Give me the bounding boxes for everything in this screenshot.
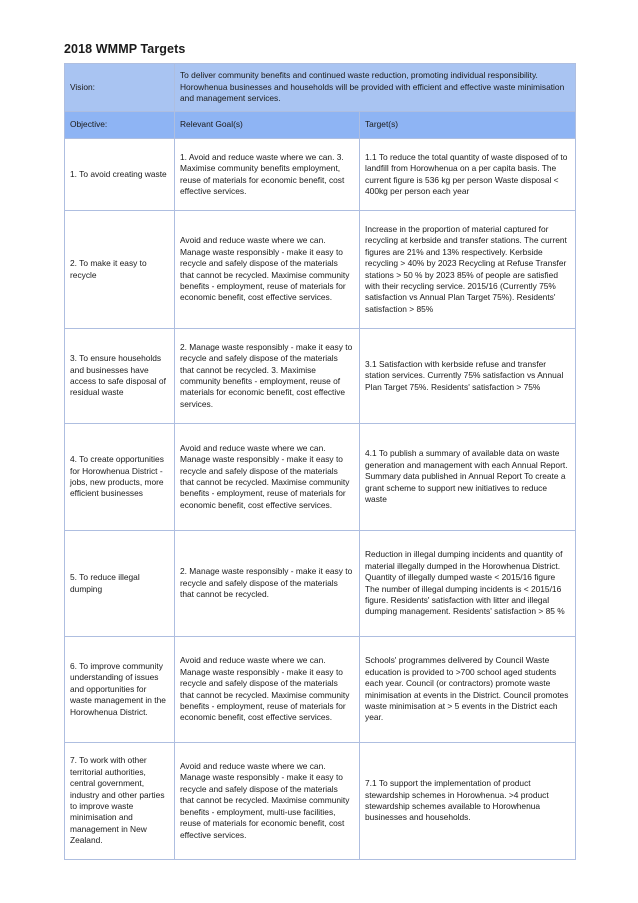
vision-text: To deliver community benefits and continued waste reduction, promoting individual responsibility. Horowhenua businesses and households will be provided with efficient and effective waste minimisation and management services. [175,64,576,112]
objective-cell: 7. To work with other territorial authorities, central government, industry and other parties to improve waste minimisation and management in New Zealand. [65,743,175,860]
targets-cell: 1.1 To reduce the total quantity of waste disposed of to landfill from Horowhenua on a per capita basis. The current figure is 536 kg per person Waste disposal < 400kg per person each year [360,139,576,211]
targets-cell: 3.1 Satisfaction with kerbside refuse and transfer station services. Currently 75% satisfaction vs Annual Plan Target 75%. Residents' satisfaction > 75% [360,329,576,424]
goals-cell: Avoid and reduce waste where we can. Manage waste responsibly - make it easy to recycle and safely dispose of the materials that cannot be recycled. Maximise community benefits - employment, reuse of materials for economic benefit, cost effective services. [175,424,360,531]
table-row [65,531,576,637]
targets-cell: Increase in the proportion of material captured for recycling at kerbside and transfer stations. The current figures are 21% and 13% respectively. Kerbside recycling > 40% by 2023 Recycling at Refuse Transfer stations > 50 % by 2023 85% of people are satisfied with their recycling service. 2015/16 (Currently 75% satisfaction vs Annual Plan Target 75%). Residents' satisfaction > 85% [360,211,576,329]
goals-cell: Avoid and reduce waste where we can. Manage waste responsibly - make it easy to recycle and safely dispose of the materials that cannot be recycled. Maximise community benefits - employment, multi-use facilities, reuse of materials for economic benefit, cost effective services. [175,743,360,860]
header-objective: Objective: [65,112,175,139]
objective-cell: 6. To improve community understanding of issues and opportunities for waste management in the Horowhenua District. [65,637,175,743]
goals-cell: 2. Manage waste responsibly - make it easy to recycle and safely dispose of the materials that cannot be recycled. [175,531,360,637]
goals-cell: Avoid and reduce waste where we can. Manage waste responsibly - make it easy to recycle and safely dispose of the materials that cannot be recycled. Maximise community benefits - employment, reuse of materials for economic benefit, cost effective services. [175,211,360,329]
objective-cell: 3. To ensure households and businesses have access to safe disposal of residual waste [65,329,175,424]
vision-row [65,64,576,112]
header-goals: Relevant Goal(s) [175,112,360,139]
page-title: 2018 WMMP Targets [64,42,186,56]
goals-cell: 1. Avoid and reduce waste where we can. 3. Maximise community benefits employment, reuse of materials for economic benefit, cost effective services. [175,139,360,211]
header-targets: Target(s) [360,112,576,139]
targets-table [64,63,576,860]
targets-cell: Schools' programmes delivered by Council Waste education is provided to >700 school aged students each year. Council (or contractors) promote waste minimisation at events in the District. Council promotes waste minimisation at > 5 events in the District each year. [360,637,576,743]
table-row [65,743,576,860]
objective-cell: 5. To reduce illegal dumping [65,531,175,637]
table-row [65,424,576,531]
table-row [65,329,576,424]
table-row [65,139,576,211]
goals-cell: 2. Manage waste responsibly - make it easy to recycle and safely dispose of the materials that cannot be recycled. 3. Maximise community benefits - employment, reuse of materials for economic benefit, cost effective services. [175,329,360,424]
table-row [65,637,576,743]
vision-label: Vision: [65,64,175,112]
goals-cell: Avoid and reduce waste where we can. Manage waste responsibly - make it easy to recycle and safely dispose of the materials that cannot be recycled. Maximise community benefits - employment, reuse of materials for economic benefit, cost effective services. [175,637,360,743]
header-row [65,112,576,139]
targets-cell: 7.1 To support the implementation of product stewardship schemes in Horowhenua. >4 product stewardship schemes available to Horowhenua businesses and households. [360,743,576,860]
targets-cell: 4.1 To publish a summary of available data on waste generation and management with each Annual Report. Summary data published in Annual Report To create a grant scheme to support new initiatives to reduce waste [360,424,576,531]
objective-cell: 2. To make it easy to recycle [65,211,175,329]
table-row [65,211,576,329]
objective-cell: 4. To create opportunities for Horowhenua District - jobs, new products, more efficient businesses [65,424,175,531]
targets-cell: Reduction in illegal dumping incidents and quantity of material illegally dumped in the Horowhenua District. Quantity of illegally dumped waste < 2015/16 figure The number of illegal dumping incidents is < 2015/16 figure. Residents' satisfaction with litter and illegal dumping management. Residents' satisfaction > 85 % [360,531,576,637]
objective-cell: 1. To avoid creating waste [65,139,175,211]
